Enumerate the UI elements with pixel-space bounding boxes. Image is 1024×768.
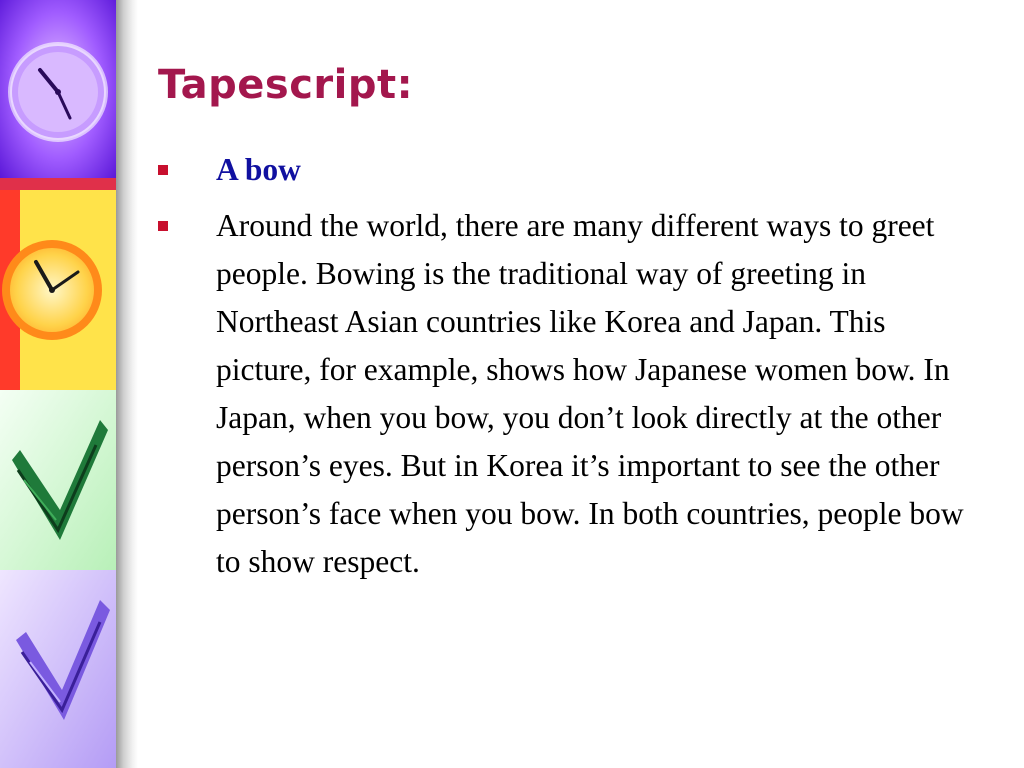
bullet-item-body <box>156 202 996 586</box>
strip-shadow <box>116 0 138 768</box>
purple-book-icon <box>0 570 116 768</box>
slide-title: Tapescript: <box>158 62 414 108</box>
bullet-list <box>156 146 996 586</box>
bullet-body-text: Around the world, there are many different ways to greet people. Bowing is the traditional way of greeting in Northeast Asian countries like Korea and Japan. This picture, for example, shows how Japanese women bow. In Japan, when you bow, you don’t look directly at the other person’s eyes. But in Korea it’s important to see the other person’s face when you bow. In both countries, people bow to show respect. <box>216 208 964 579</box>
bullet-item-heading <box>156 146 996 194</box>
bullet-heading-text: A bow <box>216 152 301 187</box>
bullet-marker <box>158 221 168 231</box>
bullet-marker <box>158 165 168 175</box>
decorative-image-strip <box>0 0 116 768</box>
orange-clock-icon <box>0 190 116 390</box>
green-book-icon <box>0 390 116 570</box>
purple-clock-icon <box>0 0 116 190</box>
